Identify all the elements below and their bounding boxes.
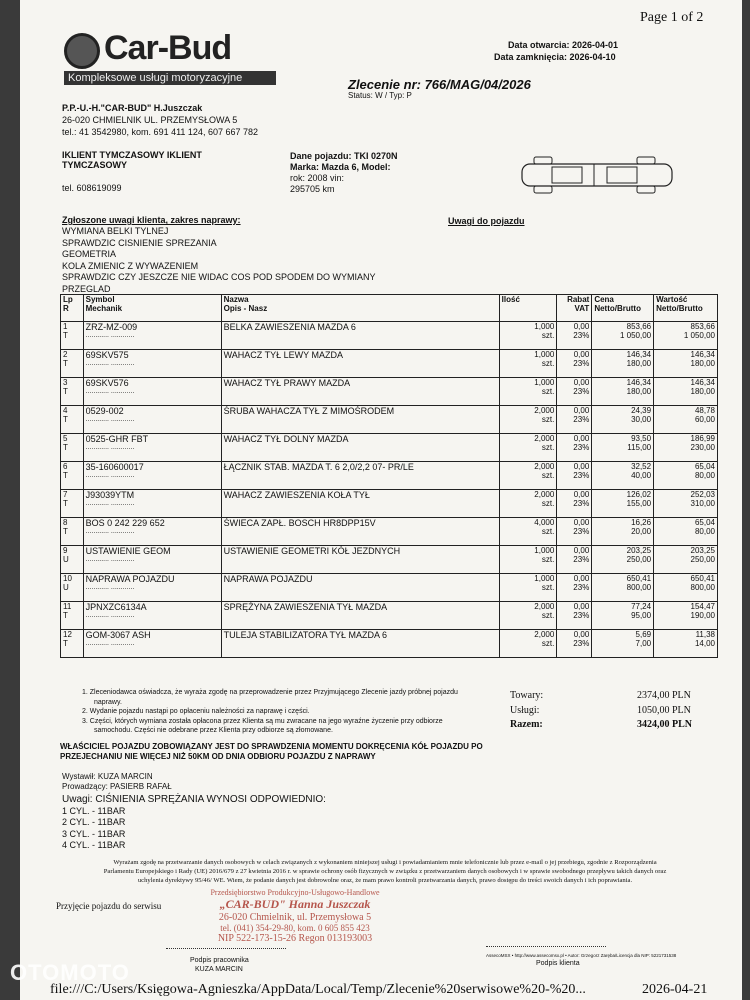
totals-services-label: Usługi:: [510, 705, 540, 716]
date-closed: Data zamknięcia: 2026-04-10: [494, 52, 616, 62]
order-status: Status: W / Typ: P: [348, 91, 412, 100]
items-table: [60, 294, 718, 658]
row-value: 154,47 190,00: [654, 602, 718, 630]
row-rabat: 0,00 23%: [557, 490, 592, 518]
row-rabat: 0,00 23%: [557, 574, 592, 602]
row-rabat: 0,00 23%: [557, 462, 592, 490]
vehicle-year: rok: 2008 vin:: [290, 173, 345, 183]
note-line: WYMIANA BELKI TYLNEJ: [62, 226, 169, 236]
gdpr-line: Wyrażam zgodę na przetwarzanie danych osobowych w celach związanych z wykonaniem niniejszej usługi i powiadamianiem mnie telefonicznie lub przez e-mail o jej przebiegu, zgodnie z Rozporządzenia: [113, 859, 657, 866]
note-line: KOLA ZMIENIC Z WYWAZENIEM: [62, 260, 199, 271]
vehicle-notes-heading: Uwagi do pojazdu: [448, 216, 525, 226]
row-lp: 3 T: [61, 378, 84, 406]
compression-line: 3 CYL. - 11BAR: [62, 828, 126, 839]
table-row: [61, 322, 718, 350]
table-row: [61, 378, 718, 406]
row-name: USTAWIENIE GEOMETRI KÓŁ JEZDNYCH: [221, 546, 499, 574]
row-qty: 4,000 szt.: [499, 518, 557, 546]
row-price: 650,41 800,00: [592, 574, 654, 602]
steering-wheel-icon: [64, 33, 100, 69]
row-name: ŁĄCZNIK STAB. MAZDA T. 6 2,0/2,2 07- PR/LE: [221, 462, 499, 490]
row-value: 48,78 60,00: [654, 406, 718, 434]
watermark: OTOMOTO: [10, 960, 130, 985]
worker-signature-line: [166, 948, 286, 949]
row-rabat: 0,00 23%: [557, 630, 592, 658]
row-name: ŚRUBA WAHACZA TYŁ Z MIMOŚRODEM: [221, 406, 499, 434]
row-qty: 1,000 szt.: [499, 574, 557, 602]
row-symbol: GOM-3067 ASH ............ ............: [83, 630, 221, 658]
row-value: 146,34 180,00: [654, 350, 718, 378]
stamp-line: 26-020 Chmielnik, ul. Przemysłowa 5: [218, 912, 372, 923]
table-row: [61, 574, 718, 602]
issued-by: Wystawił: KUZA MARCIN: [62, 772, 153, 781]
row-value: 252,03 310,00: [654, 490, 718, 518]
terms-line: naprawy.: [94, 698, 122, 706]
row-symbol: 0525-GHR FBT ............ ............: [83, 434, 221, 462]
document-page: [20, 0, 742, 1000]
notes-list: [62, 226, 376, 295]
row-price: 126,02 155,00: [592, 490, 654, 518]
row-symbol: NAPRAWA POJAZDU ............ ............: [83, 574, 221, 602]
row-symbol: 35-160600017 ............ ............: [83, 462, 221, 490]
gdpr-consent: [60, 858, 710, 885]
col-qty: Ilość: [499, 295, 557, 322]
col-value: Wartość Netto/Brutto: [654, 295, 718, 322]
client-phone: tel. 608619099: [62, 183, 122, 193]
row-value: 650,41 800,00: [654, 574, 718, 602]
totals-sum: 3424,00 PLN: [637, 719, 692, 730]
col-symbol: Symbol Mechanik: [83, 295, 221, 322]
client-line-1: IKLIENT TYMCZASOWY IKLIENT: [62, 150, 202, 160]
row-price: 93,50 115,00: [592, 434, 654, 462]
stamp-line: Przedsiębiorstwo Produkcyjno-Usługowo-Handlowe: [210, 888, 380, 897]
row-name: TULEJA STABILIZATORA TYŁ MAZDA 6: [221, 630, 499, 658]
row-symbol: BOS 0 242 229 652 ............ ............: [83, 518, 221, 546]
row-price: 146,34 180,00: [592, 350, 654, 378]
stamp-line: tel. (041) 354-29-80, kom. 0 605 855 423: [220, 923, 370, 933]
owner-notice: [60, 742, 483, 762]
row-value: 853,66 1 050,00: [654, 322, 718, 350]
stamp-line: NIP 522-173-15-26 Regon 013193003: [217, 933, 373, 944]
totals-sum-label: Razem:: [510, 719, 543, 730]
terms-line: 3. Części, których wymiana została opłacona przez Klienta są mu zwracane na jego wyraźne życzenie przy odbiorze: [82, 717, 443, 725]
row-price: 16,26 20,00: [592, 518, 654, 546]
client-signature-line: [486, 946, 606, 947]
row-lp: 10 U: [61, 574, 84, 602]
row-qty: 2,000 szt.: [499, 434, 557, 462]
totals-goods-label: Towary:: [510, 690, 544, 701]
row-value: 186,99 230,00: [654, 434, 718, 462]
row-value: 11,38 14,00: [654, 630, 718, 658]
worker-name: KUZA MARCIN: [195, 966, 243, 973]
row-symbol: ZRZ-MZ-009 ............ ............: [83, 322, 221, 350]
row-rabat: 0,00 23%: [557, 434, 592, 462]
row-rabat: 0,00 23%: [557, 322, 592, 350]
row-symbol: USTAWIENIE GEOM ............ ............: [83, 546, 221, 574]
print-date: 2026-04-21: [642, 982, 708, 997]
notes-heading: Zgłoszone uwagi klienta, zakres naprawy:: [62, 215, 241, 225]
col-price: Cena Netto/Brutto: [592, 295, 654, 322]
row-qty: 1,000 szt.: [499, 350, 557, 378]
row-name: NAPRAWA POJAZDU: [221, 574, 499, 602]
row-lp: 6 T: [61, 462, 84, 490]
row-symbol: 69SKV576 ............ ............: [83, 378, 221, 406]
table-row: [61, 630, 718, 658]
row-value: 65,04 80,00: [654, 462, 718, 490]
table-row: [61, 546, 718, 574]
row-rabat: 0,00 23%: [557, 350, 592, 378]
row-price: 77,24 95,00: [592, 602, 654, 630]
receive-vehicle-label: Przyjęcie pojazdu do serwisu: [56, 901, 162, 911]
row-qty: 2,000 szt.: [499, 462, 557, 490]
row-qty: 1,000 szt.: [499, 322, 557, 350]
table-row: [61, 462, 718, 490]
company-name: P.P.-U.-H."CAR-BUD" H.Juszczak: [62, 103, 203, 113]
row-rabat: 0,00 23%: [557, 378, 592, 406]
row-rabat: 0,00 23%: [557, 406, 592, 434]
gdpr-line: Parlamentu Europejskiego i Rady (UE) 2016/679 z 27 kwietnia 2016 r. w sprawie ochrony osób fizycznych w związku z przetwarzaniem danych osobowych i w sprawie swobodnego przepływu takich danych oraz: [103, 868, 667, 875]
stamp-line: „CAR-BUD" Hanna Juszczak: [219, 897, 371, 911]
software-note: AssecoMSX • http://www.assecomsx.pl • Autor: Grzegorz Zaręba/Licencja dla NIP: 5221731538: [486, 953, 677, 958]
row-name: WAHACZ TYŁ PRAWY MAZDA: [221, 378, 499, 406]
logo-name: Car-Bud: [104, 29, 232, 67]
row-symbol: 69SKV575 ............ ............: [83, 350, 221, 378]
row-lp: 9 U: [61, 546, 84, 574]
row-price: 853,66 1 050,00: [592, 322, 654, 350]
note-line: GEOMETRIA: [62, 249, 117, 259]
note-line: SPRAWDZIC CZY JESZCZE NIE WIDAC COS POD SPODEM DO WYMIANY: [62, 272, 376, 282]
table-row: [61, 518, 718, 546]
row-qty: 1,000 szt.: [499, 546, 557, 574]
terms-line: 1. Zleceniodawca oświadcza, że wyraża zgodę na przeprowadzenie przez Przyjmującego Zlecenie jazdy próbnej pojazdu: [82, 689, 458, 696]
row-lp: 12 T: [61, 630, 84, 658]
row-lp: 2 T: [61, 350, 84, 378]
row-price: 5,69 7,00: [592, 630, 654, 658]
row-name: WAHACZ ZAWIESZENIA KOŁA TYŁ: [221, 490, 499, 518]
page-number: Page 1 of 2: [640, 10, 704, 25]
compression-line: 4 CYL. - 11BAR: [62, 839, 126, 850]
vehicle-plate: Dane pojazdu: TKI 0270N: [290, 151, 398, 161]
table-row: [61, 350, 718, 378]
compression-line: 2 CYL. - 11BAR: [62, 817, 126, 828]
row-name: WAHACZ TYŁ DOLNY MAZDA: [221, 434, 499, 462]
row-price: 203,25 250,00: [592, 546, 654, 574]
date-opened: Data otwarcia: 2026-04-01: [508, 40, 619, 50]
row-name: WAHACZ TYŁ LEWY MAZDA: [221, 350, 499, 378]
row-lp: 5 T: [61, 434, 84, 462]
client-line-2: TYMCZASOWY: [62, 160, 127, 170]
row-price: 146,34 180,00: [592, 378, 654, 406]
vehicle-mileage: 295705 km: [290, 184, 335, 194]
row-symbol: J93039YTM ............ ............: [83, 490, 221, 518]
gdpr-line: uchylenia dyrektywy 95/46/ WE. Wiem, że podanie danych jest dobrowolne oraz, że mam prawo kontroli przetwarzania danych, prawo dostępu do treści swoich danych i ich poprawiania.: [137, 877, 633, 884]
row-qty: 2,000 szt.: [499, 490, 557, 518]
col-lp: Lp R: [61, 295, 84, 322]
row-lp: 7 T: [61, 490, 84, 518]
company-logo: [64, 29, 274, 85]
vehicle-make: Marka: Mazda 6, Model:: [290, 162, 391, 172]
logo-tagline: Kompleksowe usługi motoryzacyjne: [64, 71, 276, 85]
row-name: SPRĘŻYNA ZAWIESZENIA TYŁ MAZDA: [221, 602, 499, 630]
row-name: ŚWIECA ZAPŁ. BOSCH HR8DPP15V: [221, 518, 499, 546]
row-symbol: 0529-002 ............ ............: [83, 406, 221, 434]
order-title: Zlecenie nr: 766/MAG/04/2026: [348, 77, 531, 92]
table-row: [61, 434, 718, 462]
note-line: SPRAWDZIC CISNIENIE SPREZANIA: [62, 237, 217, 248]
terms-line: samochodu. Części nie odebrane przez Klienta przy odbiorze są złomowane.: [94, 727, 333, 734]
row-price: 24,39 30,00: [592, 406, 654, 434]
terms-line: 2. Wydanie pojazdu nastąpi po opłaceniu należności za naprawę i części.: [82, 708, 310, 715]
row-lp: 8 T: [61, 518, 84, 546]
compression-heading: Uwagi: CIŚNIENIA SPRĘŻANIA WYNOSI ODPOWIEDNIO:: [62, 794, 326, 805]
vehicle-diagram-icon: [512, 154, 682, 196]
compression-list: [62, 806, 125, 851]
row-rabat: 0,00 23%: [557, 518, 592, 546]
row-value: 65,04 80,00: [654, 518, 718, 546]
company-stamp: [195, 888, 395, 944]
note-line: PRZEGLAD: [62, 283, 111, 294]
terms-list: [82, 688, 458, 736]
totals-services: 1050,00 PLN: [637, 705, 691, 716]
row-qty: 1,000 szt.: [499, 378, 557, 406]
row-name: BELKA ZAWIESZENIA MAZDA 6: [221, 322, 499, 350]
row-symbol: JPNXZC6134A ............ ............: [83, 602, 221, 630]
led-by: Prowadzący: PASIERB RAFAŁ: [62, 782, 172, 791]
owner-notice-line: WŁAŚCICIEL POJAZDU ZOBOWIĄZANY JEST DO SPRAWDZENIA MOMENTU DOKRĘCENIA KÓŁ POJAZDU PO: [60, 742, 483, 751]
owner-notice-line: PRZEJECHANIU NIE WIĘCEJ NIŻ 50KM OD DNIA ODBIORU POJAZDU Z NAPRAWY: [60, 752, 376, 761]
row-rabat: 0,00 23%: [557, 546, 592, 574]
row-value: 146,34 180,00: [654, 378, 718, 406]
row-lp: 4 T: [61, 406, 84, 434]
table-row: [61, 490, 718, 518]
row-rabat: 0,00 23%: [557, 602, 592, 630]
table-row: [61, 406, 718, 434]
row-lp: 1 T: [61, 322, 84, 350]
row-price: 32,52 40,00: [592, 462, 654, 490]
row-qty: 2,000 szt.: [499, 406, 557, 434]
row-lp: 11 T: [61, 602, 84, 630]
company-address: 26-020 CHMIELNIK UL. PRZEMYSŁOWA 5: [62, 115, 238, 125]
col-name: Nazwa Opis - Nasz: [221, 295, 499, 322]
worker-signature-label: Podpis pracownika: [190, 957, 249, 964]
totals-goods: 2374,00 PLN: [637, 690, 691, 701]
company-phone: tel.: 41 3542980, kom. 691 411 124, 607 667 782: [62, 127, 258, 137]
compression-line: 1 CYL. - 11BAR: [62, 806, 126, 816]
table-header-row: [61, 295, 718, 322]
col-rabat: Rabat VAT: [557, 295, 592, 322]
file-path: file:///C:/Users/Księgowa-Agnieszka/AppData/Local/Temp/Zlecenie%20serwisowe%20-%20...: [50, 982, 586, 997]
row-value: 203,25 250,00: [654, 546, 718, 574]
row-qty: 2,000 szt.: [499, 602, 557, 630]
table-row: [61, 602, 718, 630]
client-signature-label: Podpis klienta: [536, 960, 580, 967]
row-qty: 2,000 szt.: [499, 630, 557, 658]
